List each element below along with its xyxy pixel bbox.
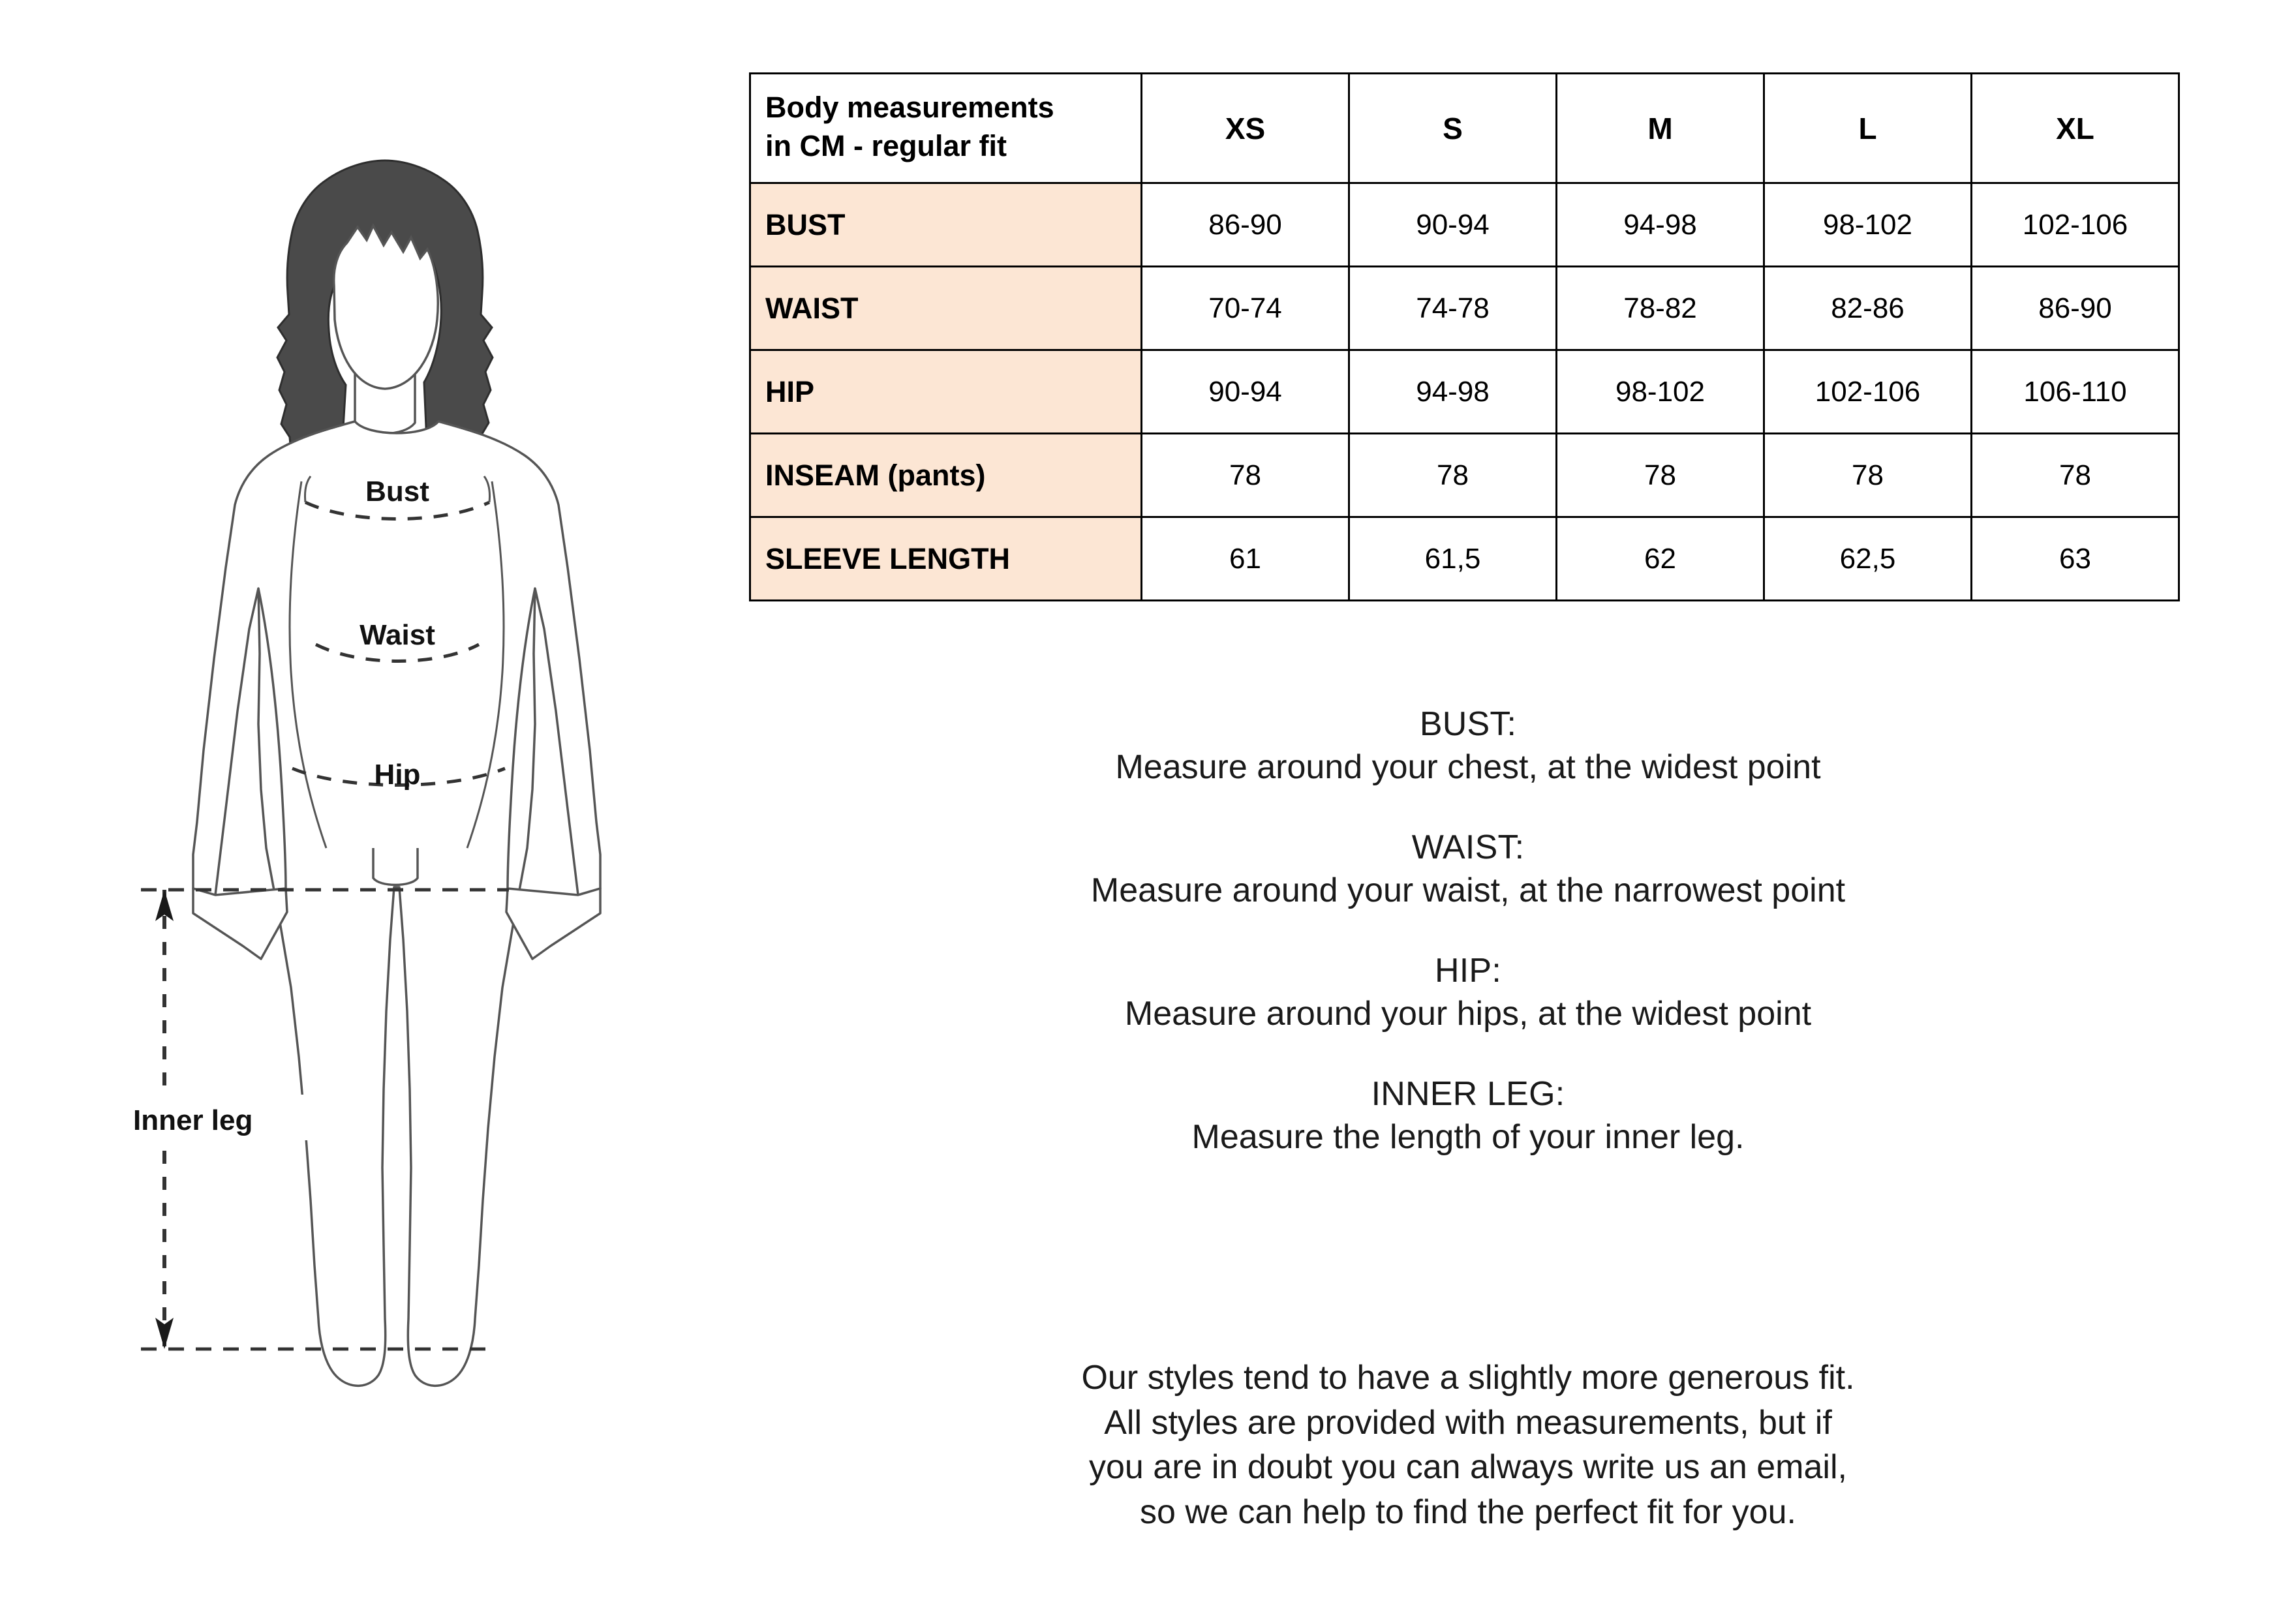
table-row: [750, 350, 2179, 434]
table-header-label-line1: Body measurements: [765, 91, 1054, 124]
closing-line-3: you are in doubt you can always write us an email,: [1089, 1448, 1847, 1487]
instruction-spacer: [926, 912, 2010, 950]
row-label-waist: WAIST: [750, 267, 1142, 350]
row-label-sleeve-length: SLEEVE LENGTH: [750, 517, 1142, 601]
left-hand: [193, 888, 287, 959]
instruction-spacer: [926, 789, 2010, 827]
instruction-hip: [926, 950, 2010, 1035]
cell-sleeve-s: 61,5: [1349, 517, 1557, 601]
figure-label-inner-leg: Inner leg: [133, 1104, 253, 1136]
figure-label-waist: Waist: [360, 619, 435, 651]
size-header-s: S: [1349, 74, 1557, 183]
cell-waist-xl: 86-90: [1972, 267, 2179, 350]
instruction-waist-title: WAIST:: [1411, 828, 1525, 867]
instruction-waist-body: Measure around your waist, at the narrowest point: [1090, 871, 1846, 909]
instruction-bust-title: BUST:: [1419, 705, 1517, 743]
instruction-inner-leg-body: Measure the length of your inner leg.: [1191, 1117, 1745, 1156]
cell-sleeve-xs: 61: [1142, 517, 1349, 601]
cell-bust-xl: 102-106: [1972, 183, 2179, 267]
table-header-label-line2: in CM - regular fit: [765, 129, 1007, 162]
instruction-bust: [926, 703, 2010, 789]
cell-bust-m: 94-98: [1557, 183, 1764, 267]
cell-bust-xs: 86-90: [1142, 183, 1349, 267]
cell-waist-s: 74-78: [1349, 267, 1557, 350]
closing-line-1: Our styles tend to have a slightly more generous fit.: [1081, 1359, 1855, 1397]
row-label-bust: BUST: [750, 183, 1142, 267]
table-row: [750, 267, 2179, 350]
cell-hip-xs: 90-94: [1142, 350, 1349, 434]
cell-sleeve-m: 62: [1557, 517, 1764, 601]
instruction-hip-title: HIP:: [1435, 952, 1501, 990]
cell-bust-l: 98-102: [1764, 183, 1972, 267]
closing-note: [926, 1356, 2010, 1535]
table-header-label: [750, 74, 1142, 183]
cell-inseam-l: 78: [1764, 434, 1972, 517]
instruction-spacer: [926, 1035, 2010, 1073]
closing-line-2: All styles are provided with measurements, but if: [1104, 1403, 1832, 1442]
table-header-row: [750, 74, 2179, 183]
size-table: [749, 72, 2180, 601]
row-label-inseam: INSEAM (pants): [750, 434, 1142, 517]
instruction-inner-leg-title: INNER LEG:: [1371, 1075, 1565, 1114]
table-row: [750, 517, 2179, 601]
instruction-hip-body: Measure around your hips, at the widest point: [1124, 994, 1812, 1033]
inner-leg-arrow-down: [155, 1318, 174, 1349]
closing-line-4: so we can help to find the perfect fit for you.: [1140, 1493, 1796, 1531]
size-header-xl: XL: [1972, 74, 2179, 183]
cell-inseam-xl: 78: [1972, 434, 2179, 517]
right-hand: [506, 888, 600, 959]
figure-svg: [130, 98, 705, 1481]
figure-label-hip: Hip: [374, 759, 421, 791]
cell-hip-s: 94-98: [1349, 350, 1557, 434]
instruction-waist: [926, 827, 2010, 912]
row-label-hip: HIP: [750, 350, 1142, 434]
cell-inseam-m: 78: [1557, 434, 1764, 517]
cell-inseam-s: 78: [1349, 434, 1557, 517]
cell-hip-m: 98-102: [1557, 350, 1764, 434]
cell-inseam-xs: 78: [1142, 434, 1349, 517]
measurement-instructions: [926, 703, 2010, 1159]
instruction-inner-leg: [926, 1073, 2010, 1159]
table-row: [750, 434, 2179, 517]
size-header-m: M: [1557, 74, 1764, 183]
figure-label-bust: Bust: [365, 476, 429, 508]
cell-waist-m: 78-82: [1557, 267, 1764, 350]
body-figure-illustration: [130, 98, 705, 1481]
size-header-l: L: [1764, 74, 1972, 183]
size-table-container: [749, 72, 2178, 601]
cell-bust-s: 90-94: [1349, 183, 1557, 267]
cell-sleeve-l: 62,5: [1764, 517, 1972, 601]
cell-hip-l: 102-106: [1764, 350, 1972, 434]
table-row: [750, 183, 2179, 267]
size-header-xs: XS: [1142, 74, 1349, 183]
cell-waist-xs: 70-74: [1142, 267, 1349, 350]
instruction-bust-body: Measure around your chest, at the widest point: [1115, 748, 1821, 786]
cell-sleeve-xl: 63: [1972, 517, 2179, 601]
cell-hip-xl: 106-110: [1972, 350, 2179, 434]
cell-waist-l: 82-86: [1764, 267, 1972, 350]
